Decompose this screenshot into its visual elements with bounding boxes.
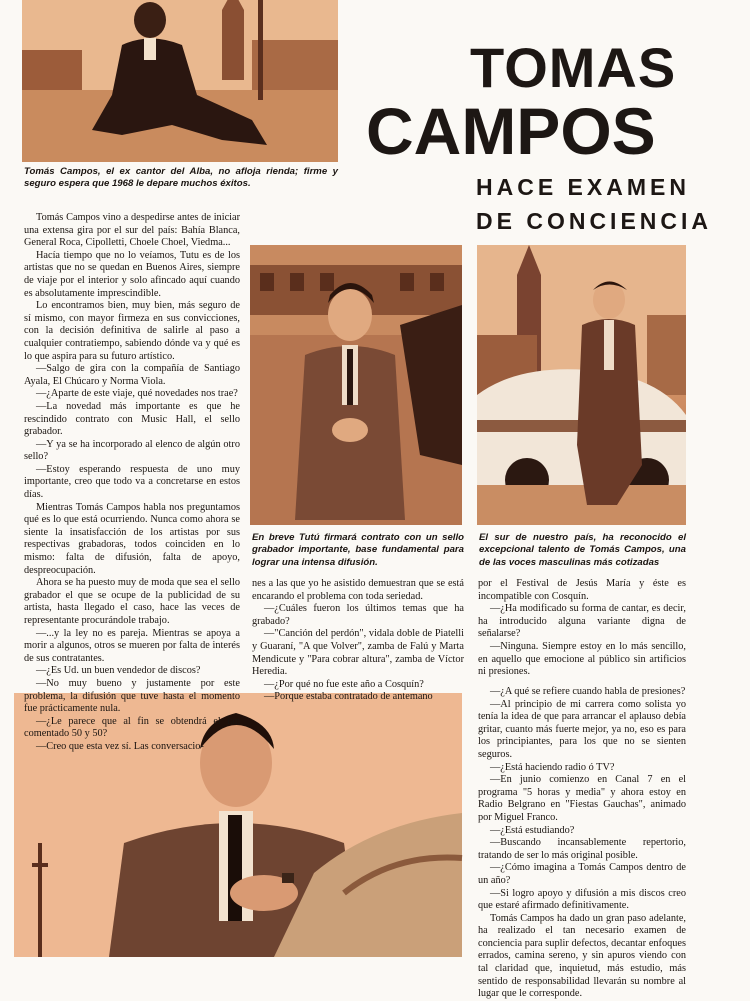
caption-center: En breve Tutú firmará contrato con un sello grabador importante, base fundamental para lograr una intensa difusión. [252,532,464,568]
paragraph: —En junio comienzo en Canal 7 en el programa "5 horas y media" y ahora estoy en Radio Belgrano en "Fiestas Gauchas", animado por Miguel Franco. [478,774,686,823]
column-right [478,686,686,1000]
paragraph: por el Festival de Jesús María y éste es incompatible con Cosquín. [478,578,686,602]
paragraph: Tomás Campos ha dado un gran paso adelante, ha realizado el tan necesario examen de conciencia para suplir defectos, decantar enfoques errados, camina sereno, y sin apuros viendo con tal claridad que, inquietud, más estudio, más sentido de responsabilidad llevarán su nombre al lugar que le corresponde. [478,912,686,1000]
column-right-top [478,578,686,684]
paragraph: —¿Cómo imagina a Tomás Campos dentro de un año? [478,862,686,886]
photo-standing-on-street [250,245,462,525]
subtitle-line-2: DE CONCIENCIA [476,208,713,234]
paragraph: Hacía tiempo que no lo veíamos, Tutu es de los artistas que no se quedan en Buenos Aires, siempre de viaje por el interior y solo afincado aquí cuando es absolutamente imprescindible. [24,249,240,299]
title-last-name: CAMPOS [366,94,656,168]
paragraph: —...y la ley no es pareja. Mientras se apoya a morir a algunos, otros se mueren por falta de interés de sus contratantes. [24,627,240,664]
paragraph: nes a las que yo he asistido demuestran que se está encarando el problema con toda seriedad. [252,578,464,602]
paragraph: —¿Es Ud. un buen vendedor de discos? [36,665,201,677]
paragraph: —¿Por qué no fue este año a Cosquín? [264,678,424,690]
paragraph: —¿Ha modificado su forma de cantar, es decir, ha introducido alguna variante digna de señalarse? [478,603,686,640]
subtitle-line-1: HACE EXAMEN [476,174,690,200]
paragraph: —¿A qué se refiere cuando habla de presiones? [490,686,686,697]
photo-leaning-on-car [477,245,686,525]
paragraph: —¿Le parece que al fin se obtendrá el tan comentado 50 y 50? [24,715,240,740]
paragraph: —Estoy esperando respuesta de uno muy importante, creo que todo va a concretarse en estos días. [24,463,240,501]
paragraph: Lo encontramos bien, muy bien, más seguro de sí mismo, con mayor firmeza en sus convicciones, con la decisión definitiva de salirle al paso a cualquier contratiempo, sabiendo dónde va y qué es lo que aspira para su futuro artístico. [24,300,240,362]
paragraph: —¿Está haciendo radio ó TV? [490,761,615,773]
photo-seated-in-park [22,0,338,162]
paragraph: Tomás Campos vino a despedirse antes de iniciar una extensa gira por el sur del país: Bahía Blanca, General Roca, Cipolletti, Choele Choel, Viedma... [24,212,240,249]
paragraph: Ahora se ha puesto muy de moda que sea el sello grabador el que se ocupe de la publicidad de su artista, hasta llegado el caso, hace las veces de representante procurándole trabajo. [24,577,240,626]
paragraph: —La novedad más importante es que he rescindido contrato con Music Hall, el sello grabador. [24,400,240,438]
paragraph: Mientras Tomás Campos habla nos preguntamos qué es lo que está ocurriendo. Nunca como ahora se siente la insatisfacción de los artistas por sus respectivas grabadoras, todos coinciden en lo mismo: falta de difusión, falta de apoyo, despreocupación. [24,501,240,576]
column-left [24,212,240,752]
paragraph: —Y ya se ha incorporado al elenco de algún otro sello? [24,438,240,463]
paragraph: —Ninguna. Siempre estoy en lo más sencillo, en aquello que emocione al público sin artificios ni presiones. [478,640,686,678]
caption-right: El sur de nuestro país, ha reconocido el excepcional talento de Tomás Campos, una de las voces masculinas más cotizadas [479,532,686,568]
paragraph: —Salgo de gira con la compañía de Santiago Ayala, El Chúcaro y Norma Viola. [24,363,240,387]
paragraph: —Porque estaba contratado de antemano [264,691,433,703]
paragraph: —Creo que esta vez sí. Las conversacio- [36,740,204,752]
paragraph: —¿Aparte de este viaje, qué novedades nos trae? [36,388,238,400]
title-first-name: TOMAS [470,36,677,99]
column-middle [252,578,464,703]
paragraph: —¿Cuáles fueron los últimos temas que ha grabado? [252,603,464,627]
paragraph: —No muy bueno y justamente por este problema, la difusión que tuve hasta el momento fue prácticamente nula. [24,677,240,715]
paragraph: —Al principio de mi carrera como solista yo tenía la idea de que para arrancar el aplauso debía gritar, cuanto más fuerte mejor, ya no, eso es para los principiantes, para los que no se sienten seguros. [478,698,686,760]
paragraph: —Buscando incansablemente repertorio, tratando de ser lo más original posible. [478,837,686,861]
caption-top-left: Tomás Campos, el ex cantor del Alba, no afloja rienda; firme y seguro espera que 1968 le depare muchos éxitos. [24,166,338,190]
paragraph: —¿Está estudiando? [490,824,575,836]
paragraph: —"Canción del perdón", vidala doble de Piatelli y Guaraní, "A que Volver", zamba de Falú y Marta Mendicute y "Para cobrar altura", zamba de Víctor Heredia. [252,628,464,678]
paragraph: —Si logro apoyo y difusión a mis discos creo que estaré afirmado definitivamente. [478,887,686,912]
